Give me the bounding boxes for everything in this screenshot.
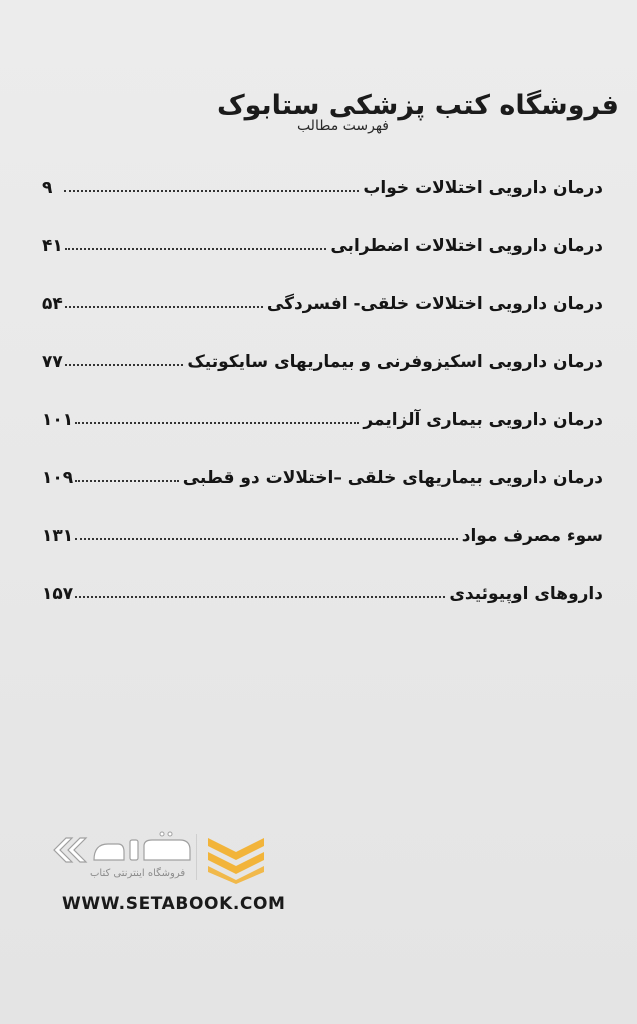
toc-entry-title: درمان دارویی اسکیزوفرنی و بیماریهای سایکوتیک: [187, 352, 603, 372]
toc-entry-title: درمان دارویی اختلالات خلقی- افسردگی: [266, 294, 603, 314]
toc-entry-page: ۹: [42, 178, 53, 198]
toc-entry: [42, 284, 603, 314]
dot-leader: [65, 363, 184, 366]
toc-entry-title: داروهای اوپیوئیدی: [449, 584, 603, 604]
toc-entry-title: سوء مصرف مواد: [461, 526, 603, 546]
logo-divider: [196, 834, 197, 880]
dot-leader: [65, 305, 263, 308]
dot-leader: [75, 479, 179, 482]
page-header: [217, 90, 619, 122]
dot-leader: [75, 537, 458, 540]
toc-entry-title: درمان دارویی اختلالات خواب: [363, 178, 603, 198]
toc-entry: [42, 168, 603, 198]
toc-entry: [42, 400, 603, 430]
toc-entry: [42, 516, 603, 546]
toc-entry: [42, 342, 603, 372]
dot-leader: [75, 595, 445, 598]
toc-entry-page: ۷۷: [42, 352, 63, 372]
store-title: فروشگاه کتب پزشکی ستابوک: [216, 90, 619, 121]
toc-entry-title: درمان دارویی اختلالات اضطرابی: [330, 236, 603, 256]
logo-subtitle: فروشگاه اینترنتی کتاب: [90, 868, 186, 879]
toc-entry-page: ۱۰۹: [42, 468, 74, 488]
dot-leader: [75, 421, 359, 424]
toc-entry-page: ۵۴: [42, 294, 63, 314]
dot-leader: [65, 247, 327, 250]
toc-entry: [42, 458, 603, 488]
toc-entry-page: ۱۳۱: [42, 526, 74, 546]
toc-entry: [42, 574, 603, 604]
toc-heading: فهرست مطالب: [296, 118, 389, 134]
toc-entry: [42, 226, 603, 256]
toc-entry-page: ۴۱: [42, 236, 63, 256]
site-url: WWW.SETABOOK.COM: [62, 894, 286, 914]
toc-entry-title: درمان دارویی بیماریهای خلقی –اختلالات دو قطبی: [182, 468, 603, 488]
book-stack-logo-icon: [204, 832, 268, 884]
toc-entry-page: ۱۵۷: [42, 584, 74, 604]
logo-wordmark-icon: [50, 830, 200, 870]
toc-entry-title: درمان دارویی بیماری آلزایمر: [363, 410, 603, 430]
dot-leader: [64, 189, 359, 192]
toc-entry-page: ۱۰۱: [42, 410, 74, 430]
